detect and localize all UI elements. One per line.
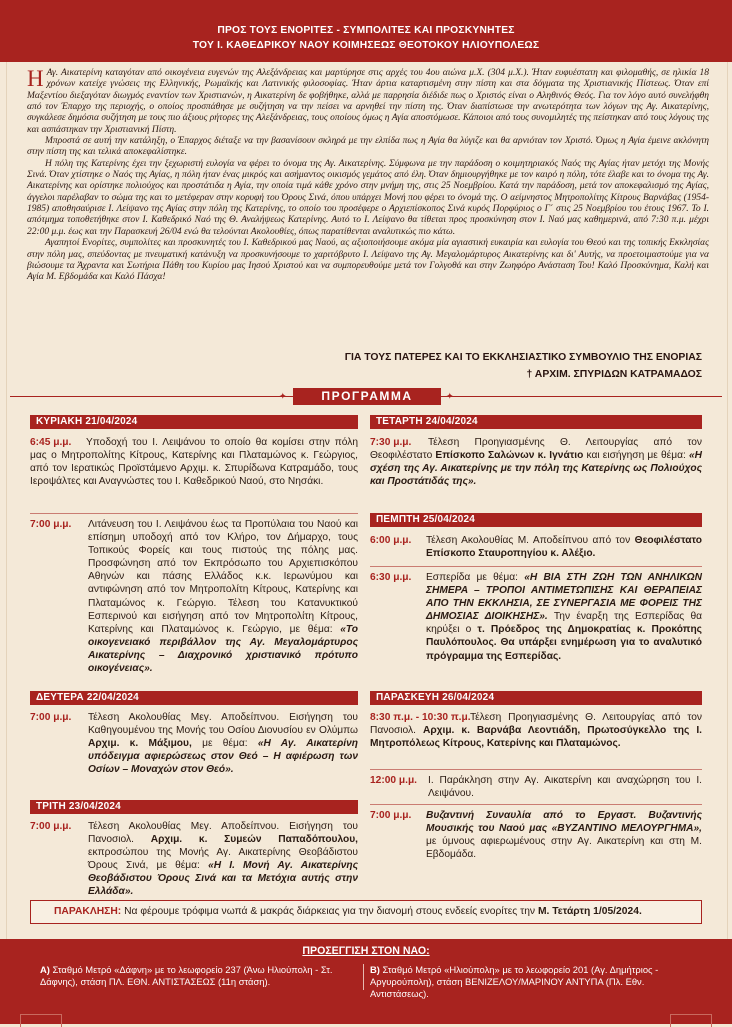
footer-banner — [0, 939, 732, 1024]
entry-theme: «Το οικογενειακό περιβάλλον της Αγ. Μεγαλομάρτυρος Αικατερίνης – Διαχρονικό χριστιανικό πρότυπο οικογένειας». — [88, 623, 358, 675]
schedule-entry — [370, 711, 702, 769]
entry-description — [30, 518, 358, 675]
schedule-entry — [30, 436, 358, 514]
entry-speaker: Αρχιμ. κ. Βαρνάβα Λεοντιάδη, Πρωτοσύγκελλο της Ι. Μητροπόλεως Κίτρους, Κατερίνης και Πλαταμώνος. — [370, 725, 702, 750]
directions-a-text: Σταθμό Μετρό «Δάφνη» με το λεωφορείο 237 (Άνω Ηλιούπολη - Στ. Δάφνης), στάση ΠΛ. ΕΘΝ. ΑΝΤΙΣΤΑΣΕΩΣ (11η στάση). — [40, 964, 333, 987]
footer-title: ΠΡΟΣΕΓΓΙΣΗ ΣΤΟΝ ΝΑΟ: — [302, 945, 430, 957]
intro-paragraph-1-text: Αγ. Αικατερίνη καταγόταν από οικογένεια ευγενών της Αλεξάνδρειας και μαρτύρησε στις αρχές του 4ου αιώνα μ.Χ. (304 μ.Χ.). Ήταν ευφυέστατη και φιλομαθής, σε ηλικία 18 χρόνων κατείχε γνώσεις της Ελληνικής, Ρωμαϊκής και Λατινικής φιλοσοφίας. Ήταν άρτια καταρτισμένη στην πίστη και στα δόγματα της Χριστιανικής Πίστεως. Όταν επί Μαξεντίου διεξαγόταν διωγμός εναντίον των Χριστιανών, η Αικατερίνη δε φοβήθηκε, αλλά με παρρησία διέδιδε πως ο Χριστός είναι ο Αληθινός Θεός. Για τον λόγο αυτό συνελήφθη από τον Έπαρχο της περιοχής, ο οποίος προσπάθησε με συζήτηση να την πείσει να αρνηθεί την πίστη της. Όταν διαπίστωσε την ανωτερότητα των λόγων της Αγ. Αικατερίνης, συγκάλεσε δημόσια συζήτηση με τους πιο άξιους ρήτορες της Αλεξάνδρειας, τους οποίους όμως η Αγία αποστόμωσε. Κάποιοι από τους συνομιλητές της πείστηκαν από τους λόγους της και ασπάστηκαν την Χριστιανική Πίστη. — [27, 68, 709, 135]
directions-b — [370, 964, 688, 1000]
directions-a — [40, 964, 358, 988]
entry-description — [370, 436, 702, 488]
schedule-entry — [370, 534, 702, 566]
header-banner — [0, 0, 732, 62]
entry-theme: «Η Αγ. Αικατερίνη υπόδειγμα αφιερώσεως στον Θεό – Η αφιέρωση των Οσίων – Μοναχών στον Θεό». — [88, 738, 359, 776]
entry-text: Τέλεση Ακολουθίας Μ. Αποδείπνου από τον — [426, 535, 631, 546]
header-line-2: ΤΟΥ Ι. ΚΑΘΕΔΡΙΚΟΥ ΝΑΟΥ ΚΟΙΜΗΣΕΩΣ ΘΕΟΤΟΚΟΥ ΗΛΙΟΥΠΟΛΕΩΣ — [192, 40, 540, 51]
entry-text: Τέλεση Προηγιασμένης Θ. Λειτουργίας από τον Θεοφιλέστατο — [370, 437, 702, 462]
schedule-entry — [370, 436, 702, 506]
intro-paragraph-4: Αγαπητοί Ενορίτες, συμπολίτες και προσκυνητές του Ι. Καθεδρικού μας Ναού, ας αξιοποιήσουμε ακόμα μία αγιαστική ευκαιρία και ευλογία του Θεού και της τοπικής Εκκλησίας στην πόλη μας, σπεύδοντας με πνευματική κατάνυξη να προσκυνήσουμε το χαριτόβρυτο Ι. Λείψανο της Αγ. Μεγαλομάρτυρος Αικατερίνης και δι' Αυτής, να προετοιμαστούμε για να βιώσουμε τα Άχραντα και Σωτήρια Πάθη του Κυρίου μας Ιησού Χριστού και να συμπορευθούμε μετά τον Γολγοθά και στην Ζωηφόρο Ανάσταση Του! Καλό Προσκύνημα, Καλή και Αγία Μ. Εβδομάδα και Καλό Πάσχα! — [27, 238, 709, 283]
entry-text: Υποδοχή του Ι. Λειψάνου το οποίο θα κομίσει στην πόλη μας ο Μητροπολίτης Κίτρους, Κατερίνης και Πλαταμώνος κ. Γεώργιος, από τον Ιερατικώς Προϊστάμενο Αρχιμ. κ. Σπυρίδωνα Κατραμάδο, τους Ιεροψάλτες και Αναγνώστες του Ι. Καθεδρικού Ναού, στο Νησάκι. — [30, 437, 358, 488]
intro-paragraph-2: Μπροστά σε αυτή την κατάληξη, ο Έπαρχος διέταξε να την βασανίσουν σκληρά με την ελπίδα πως η Αγία θα λύγιζε και θα αρνιόταν τον Χριστό. Όμως η Αγία έμεινε ακλόνητη στην πίστη της και τελικά αποκεφαλίστηκε. — [27, 136, 709, 158]
entry-text: Εσπερίδα με θέμα: — [426, 572, 518, 583]
intro-text — [27, 68, 709, 284]
entry-description — [370, 571, 702, 663]
entry-time: 7:00 μ.μ. — [30, 519, 72, 530]
schedule-entry — [370, 809, 702, 881]
day-header-tuesday: ΤΡΙΤΗ 23/04/2024 — [30, 800, 358, 814]
ornament-icon: ✦ — [279, 391, 287, 401]
schedule-entry — [370, 571, 702, 679]
entry-speaker: Βυζαντινή Συναυλία από το Εργαστ. Βυζαντινής Μουσικής του Ναού μας «ΒΥΖΑΝΤΙΝΟ ΜΕΛΟΥΡΓΗΜΑ», — [426, 810, 702, 835]
day-header-monday: ΔΕΥΤΕΡΑ 22/04/2024 — [30, 691, 358, 705]
entry-description — [370, 809, 702, 861]
notice-box — [30, 900, 702, 924]
intro-paragraph-1 — [27, 68, 709, 136]
entry-description — [30, 711, 358, 776]
corner-ornament — [20, 1014, 62, 1027]
entry-theme: «Η ΒΙΑ ΣΤΗ ΖΩΗ ΤΩΝ ΑΝΗΛΙΚΩΝ ΣΗΜΕΡΑ – ΤΡΟΠΟΙ ΑΝΤΙΜΕΤΩΠΙΣΗΣ ΚΑΙ ΘΕΡΑΠΕΙΑΣ ΑΠΟ ΤΗΝ ΕΚΚΛΗΣΙΑ, ΣΕ ΣΥΝΕΡΓΑΣΙΑ ΜΕ ΦΟΡΕΙΣ ΤΗΣ ΔΗΜΟΣΙΑΣ ΔΙΟΙΚΗΣΗΣ». — [426, 572, 702, 623]
notice-date: Μ. Τετάρτη 1/05/2024. — [537, 906, 642, 917]
entry-speaker: Επίσκοπο Σαλώνων κ. Ιγνάτιο — [435, 450, 584, 462]
ornament-icon: ✦ — [446, 391, 454, 401]
entry-text: Λιτάνευση του Ι. Λειψάνου έως τα Προπύλαια του Ναού και επίσημη υποδοχή από τον Κλήρο, τον Δήμαρχο, τους Τοπικούς Φορείς και τους πιστούς της πόλης μας. Προσφώνηση από τον Εκπρόσωπο του Αρχιεπισκόπου Αθηνών και πάσης Ελλάδος κ.κ. Ιερωνύμου και αντιφώνηση από τον Μητροπολίτη Κίτρους, Κατερίνης και Πλαταμώνος κ. Γεώργιο. Τέλεση του Κατανυκτικού Εσπερινού και εισήγηση από τον Μητροπολίτη Κίτρους, Κατερίνης και Πλαταμώνος κ. Γεώργιο, με θέμα: — [88, 519, 358, 635]
intro-paragraph-3: Η πόλη της Κατερίνης έχει την ξεχωριστή ευλογία να φέρει το όνομα της Αγ. Αικατερίνης. Σύμφωνα με την παράδοση ο κοιμητηριακός Ναός της Αγίας ήταν μετόχι της Μονής Σινά. Όταν χτίστηκε ο Ναός της Αγίας, η πόλη ήταν ένας μικρός και ασήμαντος οικισμός γεμάτος από έλη. Όταν δημιουργήθηκε με τον καιρό η πόλη, τότε έλαβε και το όνομα της Αγ. Αικατερίνης και ορίστηκε πολιούχος και προστάτιδα η Αγία, την οποία τιμά κάθε χρόνο στην μνήμη της, στις 25 Νοεμβρίου. Κατά την παράδοση, μετά τον αποκεφαλισμό της Αγίας, άγγελοι παρέλαβαν το σώμα της και το μετέφεραν στην κορυφή του Όρους Σινά, όπου υπάρχει Μονή που φέρει το όνομά της. Ο αείμνηστος Μητροπολίτης Κίτρους Βαρνάβας (1954-1985) αποθησαύρισε Ι. Λείψανο της Αγίας στην πόλη της Κατερίνης, το οποίο του προσέφερε ο Αρχιεπίσκοπος Σινά κυρός Πορφύριος ο Γ΄ στις 25 Νοεμβρίου του έτους 1967. Το Ι. απότμημα τοποθετήθηκε στον Ι. Καθεδρικό Ναό της Θ. Αναλήψεως Κατερίνης. Αυτό το Ι. Λείψανο θα τίθεται προς προσκύνηση στον Ι. Ναό μας καθημερινά, από 7:30 π.μ. μέχρι 22:00 μ.μ. έως και την Παρασκευή 26/04 ενώ θα τελούνται Ακολουθίες, όπως παρατίθενται αναλυτικώς πιο κάτω. — [27, 158, 709, 237]
entry-time: 6:00 μ.μ. — [370, 535, 412, 546]
entry-time: 7:00 μ.μ. — [30, 712, 72, 723]
signature-line-2: † ΑΡΧΙΜ. ΣΠΥΡΙΔΩΝ ΚΑΤΡΑΜΑΔΟΣ — [526, 369, 702, 380]
header-line-1: ΠΡΟΣ ΤΟΥΣ ΕΝΟΡΙΤΕΣ - ΣΥΜΠΟΛΙΤΕΣ ΚΑΙ ΠΡΟΣΚΥΝΗΤΕΣ — [217, 25, 515, 36]
entry-text: Τέλεση Ακολουθίας Μεγ. Αποδείπνου. Εισήγηση του Πανοσιολ. — [88, 821, 358, 846]
entry-text: Ι. Παράκληση στην Αγ. Αικατερίνη και αναχώρηση του Ι. Λειψάνου. — [428, 775, 702, 800]
footer-divider — [363, 964, 364, 990]
entry-speaker: Αρχιμ. κ. Μάξιμου, — [88, 738, 192, 750]
entry-divider — [370, 566, 702, 567]
directions-a-label: A) — [40, 964, 50, 975]
schedule-entry — [30, 711, 358, 791]
day-header-sunday: ΚΥΡΙΑΚΗ 21/04/2024 — [30, 415, 358, 429]
notice-text: Να φέρουμε τρόφιμα νωπά & μακράς διάρκειας για την διανομή στους ενδεείς ενορίτες την — [124, 906, 536, 917]
entry-text: και εισήγηση με θέμα: — [586, 450, 686, 462]
signature-line-1: ΓΙΑ ΤΟΥΣ ΠΑΤΕΡΕΣ ΚΑΙ ΤΟ ΕΚΚΛΗΣΙΑΣΤΙΚΟ ΣΥΜΒΟΥΛΙΟ ΤΗΣ ΕΝΟΡΙΑΣ — [344, 352, 702, 363]
entry-speaker: τ. Πρόεδρος της Δημοκρατίας κ. Προκόπης Παυλόπουλος. Θα υπάρξει ενημέρωση για το αναλυτικό πρόγραμμα της Εσπερίδας. — [426, 624, 702, 662]
schedule-entry — [370, 774, 702, 804]
corner-ornament — [670, 1014, 712, 1027]
entry-time: 8:30 π.μ. - 10:30 π.μ. — [370, 712, 471, 723]
program-title-bar — [0, 388, 732, 405]
entry-description — [30, 436, 358, 488]
day-header-thursday: ΠΕΜΠΤΗ 25/04/2024 — [370, 513, 702, 527]
entry-divider — [370, 769, 702, 770]
program-title: ΠΡΟΓΡΑΜΜΑ — [293, 388, 441, 405]
entry-time: 12:00 μ.μ. — [370, 775, 418, 786]
entry-description — [30, 820, 358, 899]
directions-b-text: Σταθμό Μετρό «Ηλιούπολη» με το λεωφορείο 201 (Αγ. Δημήτριος - Αργυρούπολη), στάση ΒΕΝΙΖΕΛΟΥ/ΜΑΡΙΝΟΥ ΑΝΤΥΠΑ (Πλ. Εθν. Αντιστάσεως). — [370, 964, 659, 999]
entry-time: 6:30 μ.μ. — [370, 572, 412, 583]
entry-description — [370, 774, 702, 800]
entry-description — [370, 534, 702, 560]
entry-text: Τέλεση Ακολουθίας Μεγ. Αποδείπνου. Εισήγηση του Καθηγουμένου της Μονής του Οσίου Διονυσίου εν Ολύμπω — [88, 712, 358, 737]
entry-text: με ύμνους αφιερωμένους στην Αγ. Αικατερίνη και στη Μ. Εβδομάδα. — [426, 836, 702, 861]
schedule-entry — [30, 820, 359, 898]
entry-speaker: Αρχιμ. κ. Συμεών Παπαδόπουλου, — [150, 834, 358, 846]
directions-b-label: B) — [370, 964, 380, 975]
entry-time: 6:45 μ.μ. — [30, 437, 72, 448]
notice-label: ΠΑΡΑΚΛΗΣΗ: — [54, 906, 122, 917]
day-header-wednesday: ΤΕΤΑΡΤΗ 24/04/2024 — [370, 415, 702, 429]
entry-text: εκπροσώπου της Μονής Αγ. Αικατερίνης Θεοβάδιστου Όρους Σινά, με θέμα: — [88, 847, 358, 872]
entry-theme: «Η Ι. Μονή Αγ. Αικατερίνης Θεοβάδιστου Όρους Σινά και τα Μετόχια αυτής στην Ελλάδα». — [88, 860, 359, 898]
day-header-friday: ΠΑΡΑΣΚΕΥΗ 26/04/2024 — [370, 691, 702, 705]
entry-divider — [370, 804, 702, 805]
entry-time: 7:00 μ.μ. — [30, 821, 72, 832]
entry-time: 7:30 μ.μ. — [370, 437, 412, 448]
entry-theme: «Η σχέση της Αγ. Αικατερίνης με την πόλη της Κατερίνης ως Πολιούχος και Προστάτιδάς της». — [370, 450, 702, 488]
entry-speaker: Θεοφιλέστατο Επίσκοπο Σταυροπηγίου κ. Αλέξιο. — [426, 535, 702, 560]
entry-text: με θέμα: — [202, 738, 248, 750]
entry-text: Την έναρξη της Εσπερίδας θα κηρύξει ο — [426, 611, 702, 636]
drop-cap: Η — [27, 66, 44, 91]
entry-time: 7:00 μ.μ. — [370, 810, 412, 821]
entry-divider — [30, 513, 358, 514]
entry-text: Τέλεση Προηγιασμένης Θ. Λειτουργίας από τον Πανοσιολ. — [370, 712, 702, 737]
schedule-entry — [30, 518, 358, 683]
